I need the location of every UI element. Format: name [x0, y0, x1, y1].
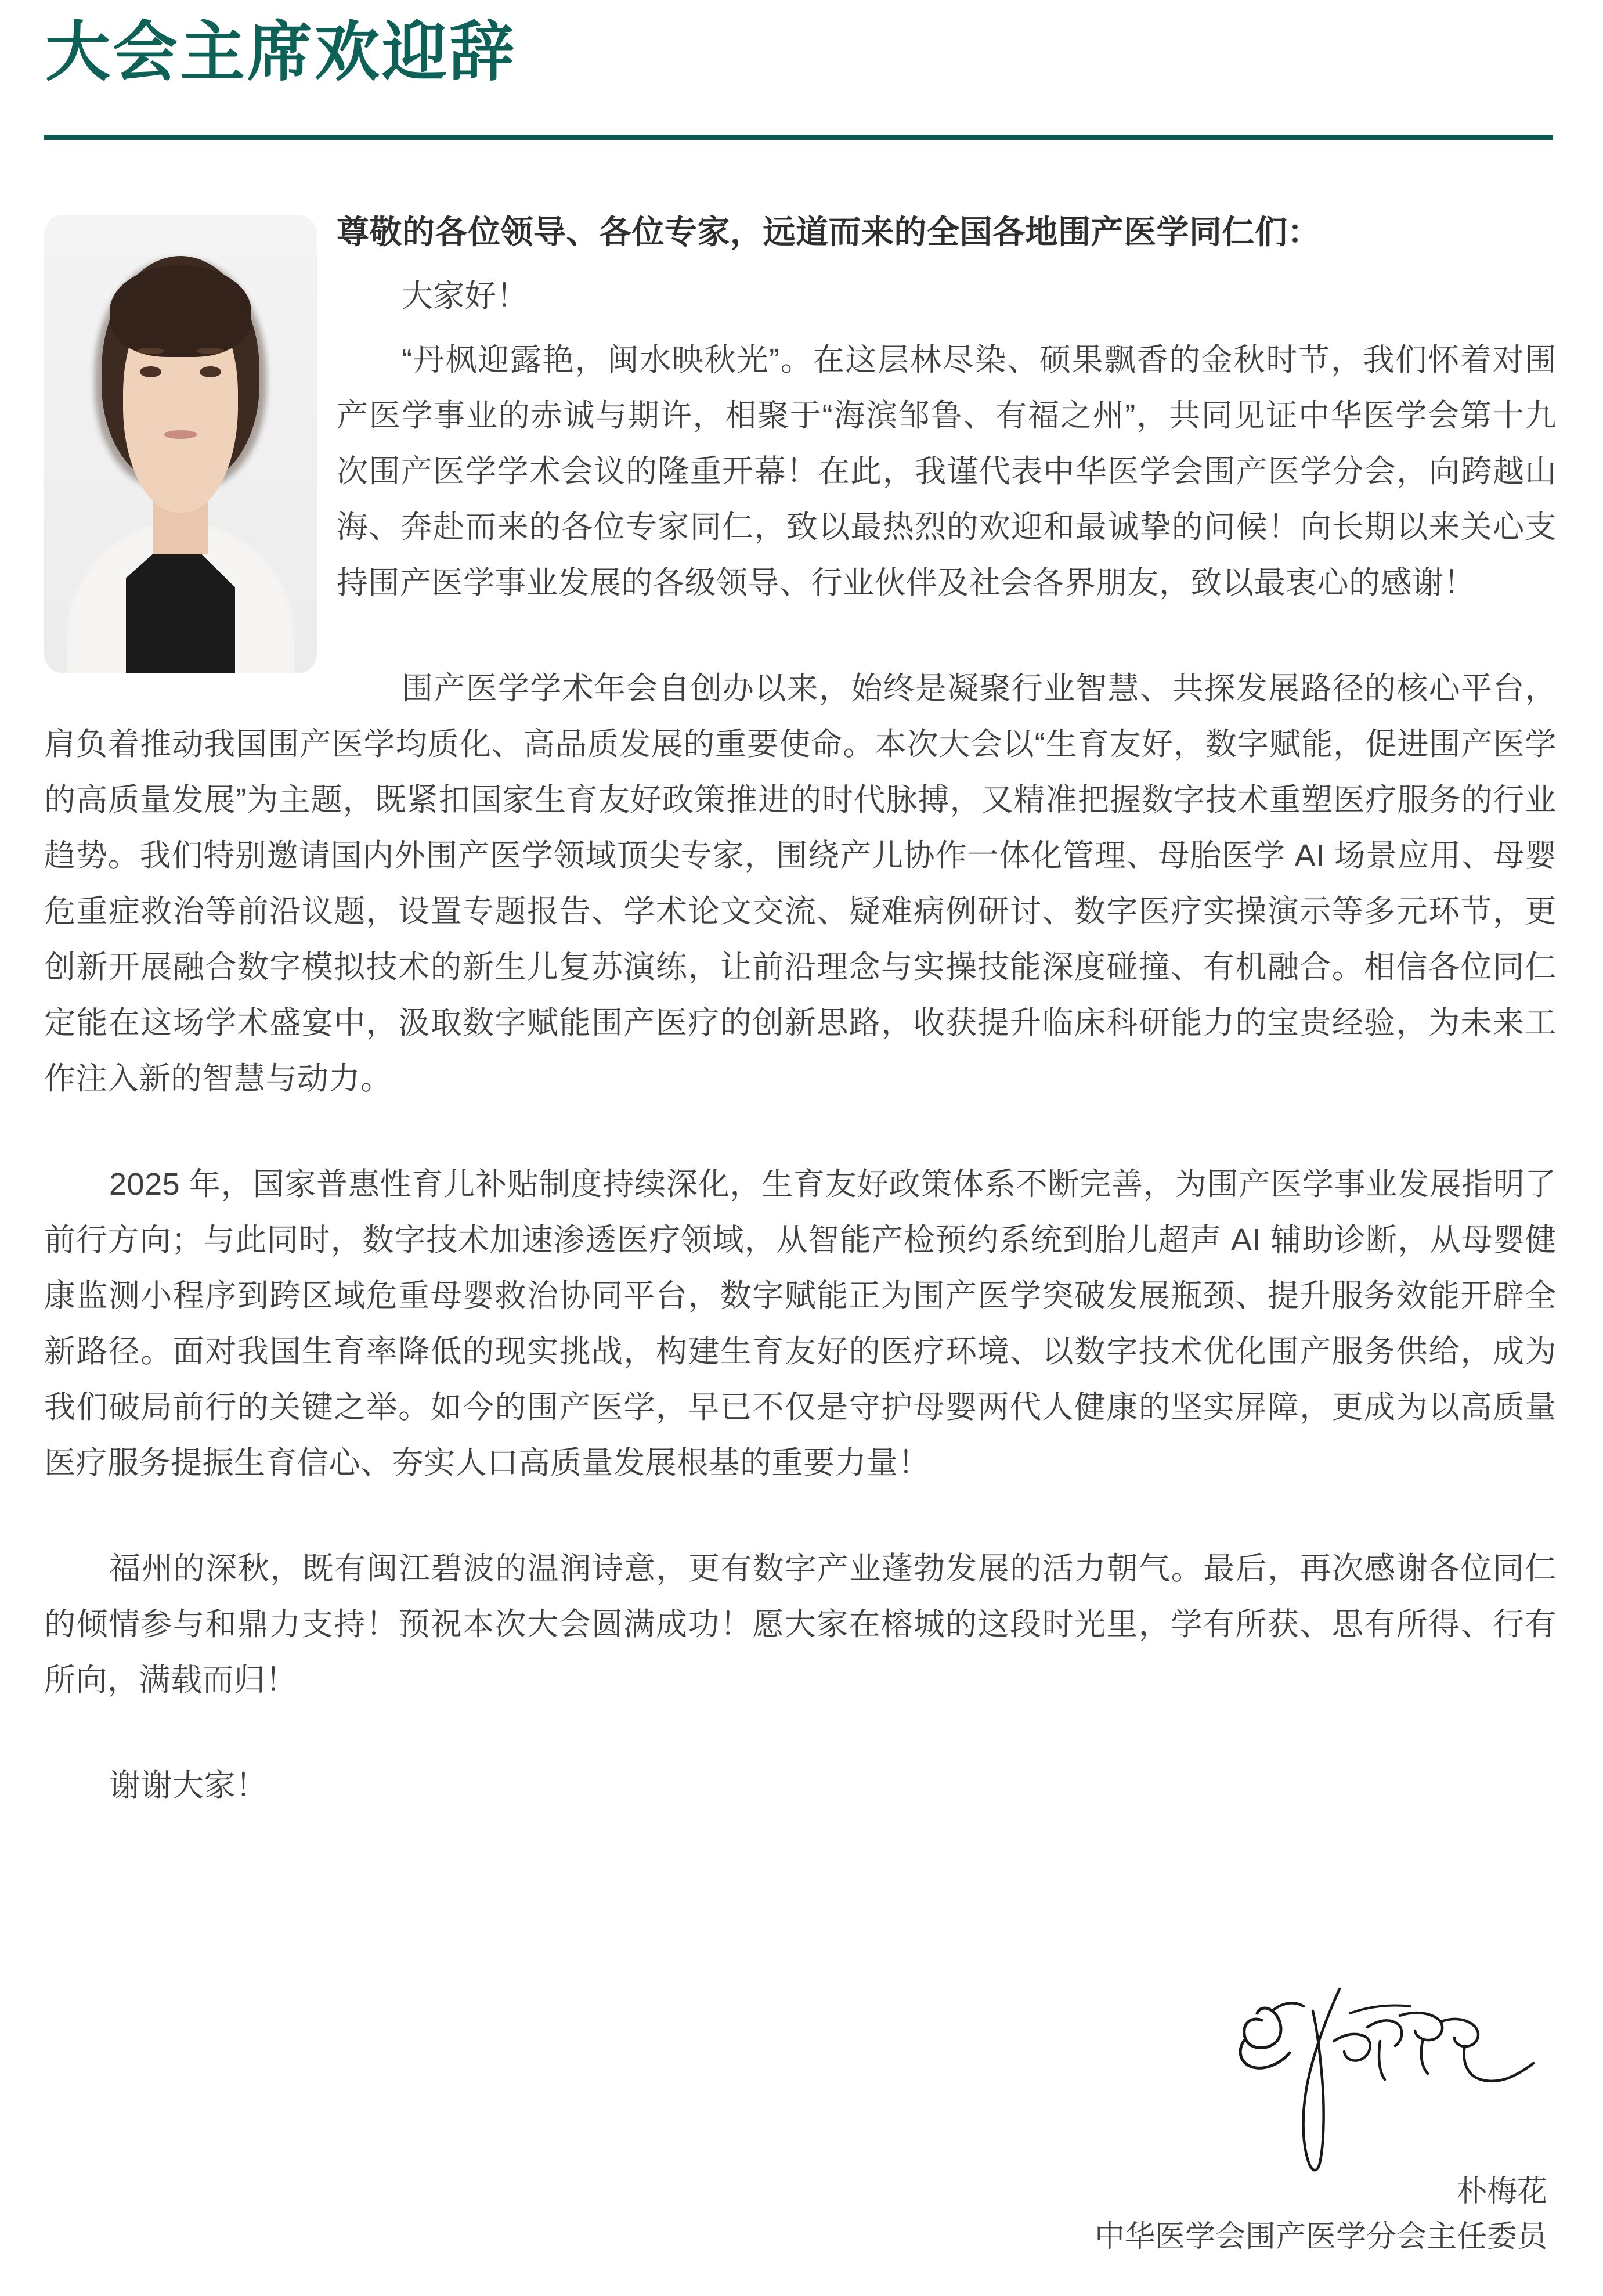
letter-closing: 谢谢大家！ [109, 1768, 268, 1803]
portrait-eye-left [140, 366, 162, 377]
portrait-photo-image [44, 215, 317, 673]
chairperson-portrait [44, 215, 317, 673]
letter-paragraph-4: 福州的深秋，既有闽江碧波的温润诗意，更有数字产业蓬勃发展的活力朝气。最后，再次感谢各位同仁的倾情参与和鼎力支持！预祝本次大会圆满成功！愿大家在榕城的这段时光里，学有所获、思有所得、行有所向，满载而归！ [44, 1551, 1557, 1697]
signature-role: 中华医学会围产医学分会主任委员 [1094, 2220, 1547, 2254]
signature-name: 朴梅花 [1456, 2175, 1547, 2208]
handwritten-signature-icon [1226, 1985, 1551, 2177]
portrait-fringe [110, 265, 251, 357]
letter-greeting: 大家好！ [402, 279, 528, 313]
portrait-brow-left [137, 348, 164, 354]
signature-block [918, 1985, 1557, 2259]
portrait-eye-right [200, 366, 222, 377]
letter-paragraph-1: “丹枫迎露艳，闽水映秋光”。在这层林尽染、硕果飘香的金秋时节，我们怀着对围产医学事业的赤诚与期许，相聚于“海滨邹鲁、有福之州”，共同见证中华医学会第十九次围产医学学术会议的隆重开幕！在此，我谨代表中华医学会围产医学分会，向跨越山海、奔赴而来的各位专家同仁，致以最热烈的欢迎和最诚挚的问候！向长期以来关心支持围产医学事业发展的各级领导、行业伙伴及社会各界朋友，致以最衷心的感谢！ [337, 343, 1557, 600]
title-divider-rule [44, 135, 1553, 140]
page-header [0, 0, 1603, 145]
letter-paragraph-3: 2025 年，国家普惠性育儿补贴制度持续深化，生育友好政策体系不断完善，为围产医学事业发展指明了前行方向；与此同时，数字技术加速渗透医疗领域，从智能产检预约系统到胎儿超声 AI 辅助诊断，从母婴健康监测小程序到跨区域危重母婴救治协同平台，数字赋能正为围产医学突破发展瓶颈、提升服务效能开辟全新路径。面对我国生育率降低的现实挑战，构建生育友好的医疗环境、以数字技术优化围产服务供给，成为我们破局前行的关键之举。如今的围产医学，早已不仅是守护母婴两代人健康的坚实屏障，更成为以高质量医疗服务提振生育信心、夯实人口高质量发展根基的重要力量！ [44, 1167, 1557, 1480]
letter-body [44, 204, 1557, 1814]
portrait-mouth [164, 430, 197, 438]
letter-paragraph-2: 围产医学学术年会自创办以来，始终是凝聚行业智慧、共探发展路径的核心平台，肩负着推动我国围产医学均质化、高品质发展的重要使命。本次大会以“生育友好，数字赋能，促进围产医学的高质量发展”为主题，既紧扣国家生育友好政策推进的时代脉搏，又精准把握数字技术重塑医疗服务的行业趋势。我们特别邀请国内外围产医学领域顶尖专家，围绕产儿协作一体化管理、母胎医学 AI 场景应用、母婴危重症救治等前沿议题，设置专题报告、学术论文交流、疑难病例研讨、数字医疗实操演示等多元环节，更创新开展融合数字模拟技术的新生儿复苏演练，让前沿理念与实操技能深度碰撞、有机融合。相信各位同仁定能在这场学术盛宴中，汲取数字赋能围产医疗的创新思路，收获提升临床科研能力的宝贵经验，为未来工作注入新的智慧与动力。 [44, 671, 1557, 1096]
letter-salutation: 尊敬的各位领导、各位专家，远道而来的全国各地围产医学同仁们： [337, 214, 1320, 250]
page-title: 大会主席欢迎辞 [45, 15, 517, 90]
